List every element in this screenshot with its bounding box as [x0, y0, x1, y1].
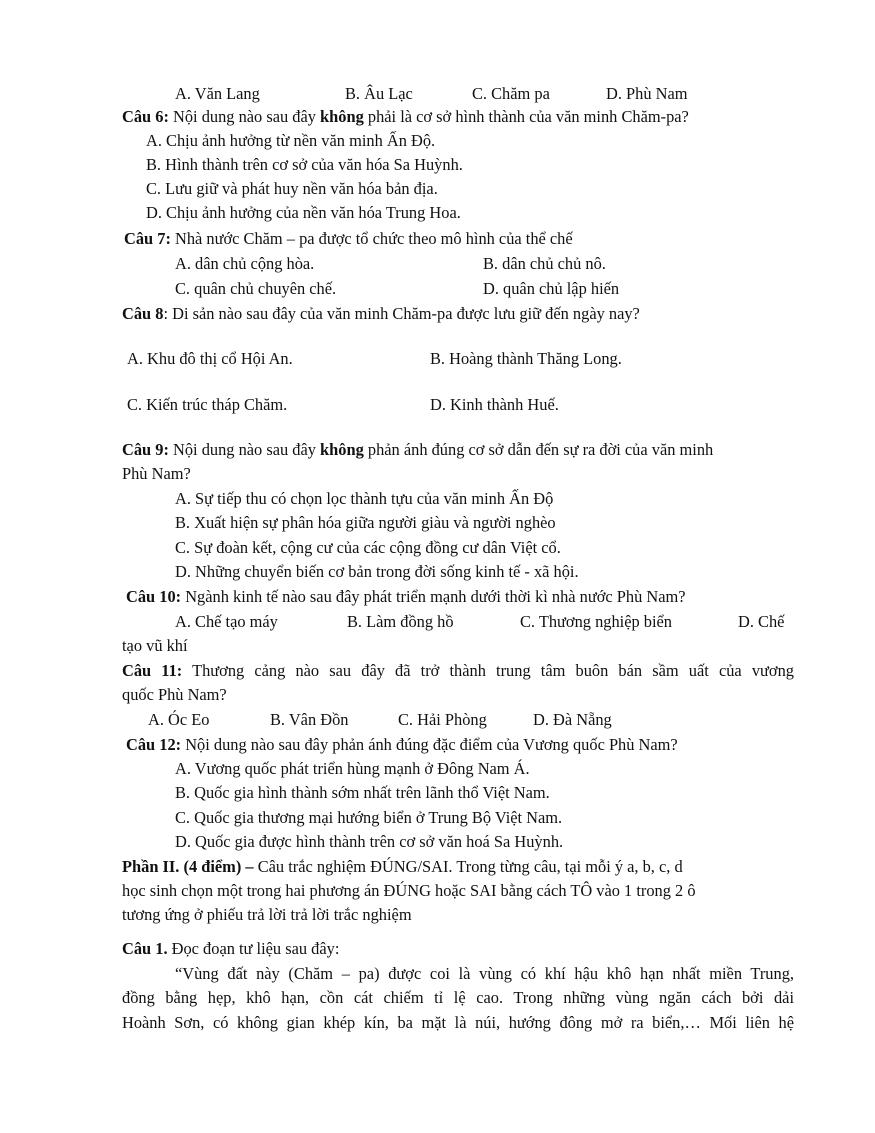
question-11-option-a: A. Óc Eo [148, 710, 210, 729]
part-2-text-2: học sinh chọn một trong hai phương án ĐÚNG hoặc SAI bằng cách TÔ vào 1 trong 2 ô [122, 881, 696, 900]
question-10-option-c: C. Thương nghiệp biển [520, 612, 673, 631]
question-7-option-c: C. quân chủ chuyên chế. [175, 279, 337, 298]
prev-option-d: D. Phù Nam [606, 84, 688, 103]
question-6-stem [122, 105, 689, 128]
question-12-text: Nội dung nào sau đây phản ánh đúng đặc điểm của Vương quốc Phù Nam? [181, 735, 678, 754]
question-10-option-d: D. Chế [738, 612, 785, 631]
passage-line-2: đồng bằng hẹp, khô hạn, cồn cát chiếm tỉ lệ cao. Trong những vùng ngăn cách bởi dải [122, 988, 794, 1007]
question-8-label: Câu 8 [122, 304, 164, 323]
question-9-option-c: C. Sự đoàn kết, cộng cư của các cộng đồng cư dân Việt cổ. [175, 538, 561, 557]
question-12-label: Câu 12: [126, 735, 182, 754]
part-2-text-3: tương ứng ở phiếu trả lời trả lời trắc nghiệm [122, 905, 412, 924]
question-7-text: Nhà nước Chăm – pa được tổ chức theo mô hình của thể chế [170, 229, 573, 248]
question-7-label: Câu 7: [124, 229, 171, 248]
question-8-option-a: A. Khu đô thị cổ Hội An. [127, 349, 293, 368]
question-8-option-c: C. Kiến trúc tháp Chăm. [127, 395, 288, 414]
question-7-option-a: A. dân chủ cộng hòa. [175, 254, 315, 273]
question-10-option-a: A. Chế tạo máy [175, 612, 278, 631]
question-9-option-b: B. Xuất hiện sự phân hóa giữa người giàu và người nghèo [175, 513, 556, 532]
question-6-option-b: B. Hình thành trên cơ sở của văn hóa Sa Huỳnh. [146, 155, 463, 174]
part-2-label: Phần II. (4 điểm) – [122, 857, 254, 876]
question-7-stem [124, 227, 573, 250]
question-12-option-a: A. Vương quốc phát triển hùng mạnh ở Đông Nam Á. [175, 759, 530, 778]
question-12-option-b: B. Quốc gia hình thành sớm nhất trên lãnh thổ Việt Nam. [175, 783, 550, 802]
prev-option-b: B. Âu Lạc [345, 84, 413, 103]
prev-option-c: C. Chăm pa [472, 84, 550, 103]
part-2-question-1-label: Câu 1. [122, 939, 168, 958]
question-6-text-1: Nội dung nào sau đây [168, 107, 321, 126]
question-6-label: Câu 6: [122, 107, 169, 126]
question-7-option-b: B. dân chủ chủ nô. [483, 254, 606, 273]
question-6-text-2: phải là cơ sở hình thành của văn minh Chăm-pa? [363, 107, 689, 126]
question-6-option-a: A. Chịu ảnh hưởng từ nền văn minh Ấn Độ. [146, 131, 436, 150]
question-11-stem-continued: quốc Phù Nam? [122, 685, 227, 704]
prev-option-a: A. Văn Lang [175, 84, 260, 103]
question-9-option-d: D. Những chuyển biến cơ bản trong đời sống kinh tế - xã hội. [175, 562, 579, 581]
part-2-question-1-stem [122, 937, 339, 960]
question-9-stem [122, 438, 713, 461]
question-8-stem [122, 302, 640, 325]
passage-line-3: Hoành Sơn, có không gian khép kín, ba mặt là núi, hướng đông mở ra biển,… Mối liên hệ [122, 1013, 794, 1032]
question-12-stem [126, 733, 678, 756]
question-12-option-c: C. Quốc gia thương mại hướng biển ở Trung Bộ Việt Nam. [175, 808, 563, 827]
question-9-text-1: Nội dung nào sau đây [168, 440, 321, 459]
question-8-text: : Di sản nào sau đây của văn minh Chăm-pa được lưu giữ đến ngày nay? [163, 304, 640, 323]
question-12-option-d: D. Quốc gia được hình thành trên cơ sở văn hoá Sa Huỳnh. [175, 832, 564, 851]
question-10-label: Câu 10: [126, 587, 182, 606]
question-6-option-d: D. Chịu ảnh hưởng của nền văn hóa Trung Hoa. [146, 203, 461, 222]
question-6-emphasis: không [320, 107, 364, 126]
question-9-emphasis: không [320, 440, 364, 459]
question-11-option-c: C. Hải Phòng [398, 710, 487, 729]
question-9-stem-continued: Phù Nam? [122, 464, 191, 483]
question-7-option-d: D. quân chủ lập hiến [483, 279, 620, 298]
part-2-heading [122, 855, 683, 878]
question-8-option-d: D. Kinh thành Huế. [430, 395, 559, 414]
question-9-text-2: phản ánh đúng cơ sở dẫn đến sự ra đời của văn minh [363, 440, 714, 459]
question-6-option-c: C. Lưu giữ và phát huy nền văn hóa bản địa. [146, 179, 438, 198]
part-2-text-1: Câu trắc nghiệm ĐÚNG/SAI. Trong từng câu, tại mỗi ý a, b, c, d [253, 857, 683, 876]
question-10-stem [126, 585, 686, 608]
question-9-label: Câu 9: [122, 440, 169, 459]
question-11-stem [122, 659, 794, 682]
question-11-option-d: D. Đà Nẵng [533, 710, 612, 729]
question-9-option-a: A. Sự tiếp thu có chọn lọc thành tựu của văn minh Ấn Độ [175, 489, 554, 508]
passage-line-1: “Vùng đất này (Chăm – pa) được coi là vùng có khí hậu khô hạn nhất miền Trung, [175, 964, 794, 983]
question-11-label: Câu 11: [122, 661, 183, 680]
question-10-text: Ngành kinh tế nào sau đây phát triển mạnh dưới thời kì nhà nước Phù Nam? [181, 587, 686, 606]
question-10-option-d-continued: tạo vũ khí [122, 636, 188, 655]
question-11-text-1: Thương cảng nào sau đây đã trở thành trung tâm buôn bán sầm uất của vương [182, 661, 794, 680]
question-8-option-b: B. Hoàng thành Thăng Long. [430, 349, 622, 368]
part-2-question-1-text: Đọc đoạn tư liệu sau đây: [167, 939, 340, 958]
question-10-option-b: B. Làm đồng hồ [347, 612, 454, 631]
question-11-option-b: B. Vân Đồn [270, 710, 349, 729]
